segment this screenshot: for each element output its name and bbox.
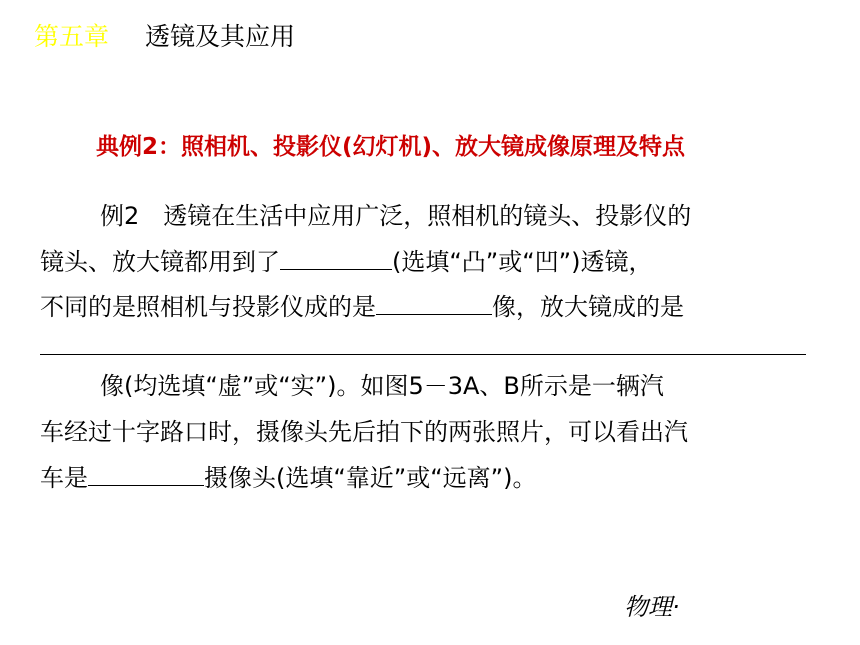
answer-blank-4[interactable] (88, 461, 204, 486)
chapter-label: 第五章 (34, 22, 110, 51)
example-heading: 典例2：照相机、投影仪(幻灯机)、放大镜成像原理及特点 (96, 134, 686, 160)
question-line-6 (40, 461, 536, 494)
question-line-5: 车经过十字路口时，摄像头先后拍下的两张照片，可以看出汽 (40, 418, 688, 446)
question-line-3-end: 像，放大镜成的是 (492, 293, 684, 321)
question-line-2-start: 镜头、放大镜都用到了 (40, 248, 280, 276)
question-line-3 (40, 290, 684, 323)
answer-blank-1[interactable] (280, 245, 392, 270)
question-line-2 (40, 245, 652, 278)
question-line-6-start: 车是 (40, 464, 88, 492)
question-line-4: 像(均选填“虚”或“实”)。如图5－3A、B所示是一辆汽 (100, 372, 664, 400)
question-line-3-start: 不同的是照相机与投影仪成的是 (40, 293, 376, 321)
question-line-6-end: 摄像头(选填“靠近”或“远离”)。 (204, 464, 537, 492)
footer-subject: 物理· (624, 593, 680, 621)
chapter-title: 透镜及其应用 (145, 22, 296, 51)
question-line-1: 例2 透镜在生活中应用广泛，照相机的镜头、投影仪的 (100, 202, 692, 230)
answer-blank-2[interactable] (376, 290, 492, 315)
question-line-2-end: (选填“凸”或“凹”)透镜， (392, 248, 653, 276)
answer-blank-3[interactable] (40, 354, 806, 355)
